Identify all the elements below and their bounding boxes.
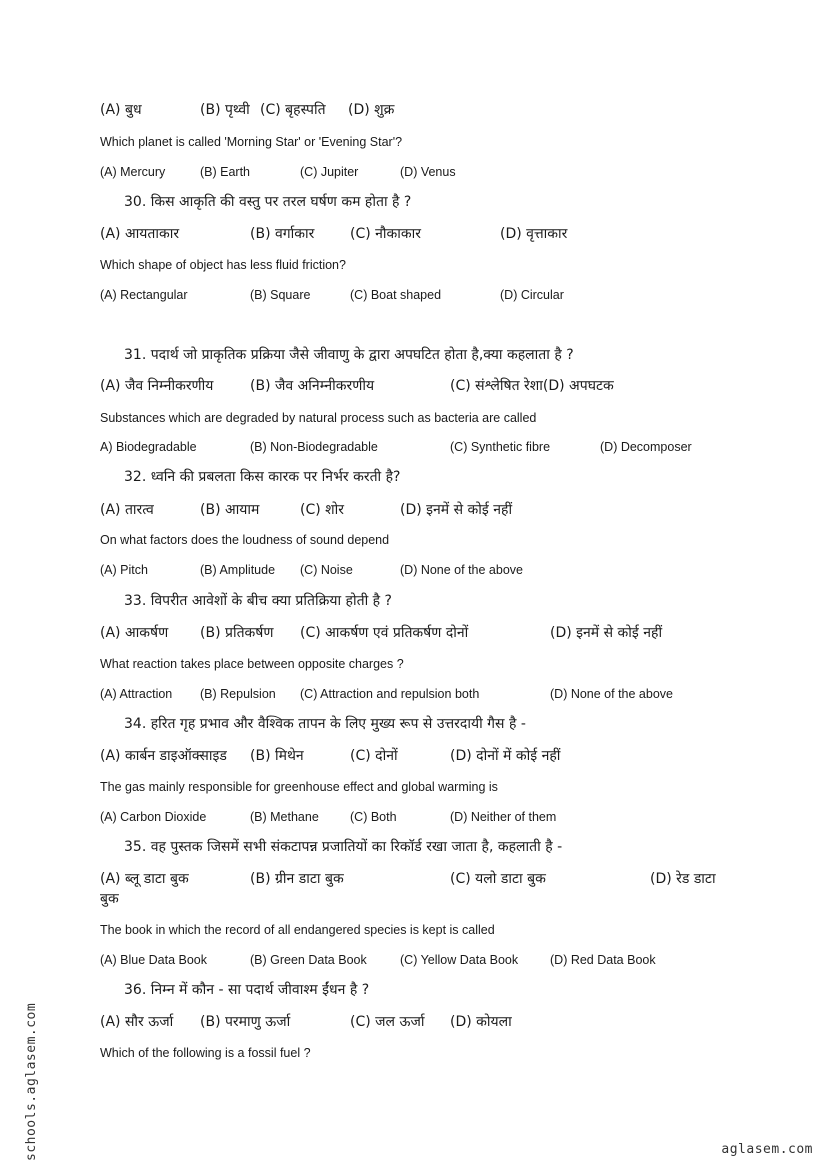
option-b: (B) वर्गाकार bbox=[250, 226, 315, 242]
option-c: (C) Attraction and repulsion both bbox=[300, 687, 480, 701]
text-line: Which of the following is a fossil fuel ? bbox=[100, 1046, 311, 1060]
option-b: (B) आयाम bbox=[200, 502, 260, 518]
text-line: Which planet is called 'Morning Star' or 'Evening Star'? bbox=[100, 135, 403, 149]
option-a: (A) जैव निम्नीकरणीय bbox=[100, 378, 214, 394]
option-c: (C) Boat shaped bbox=[350, 288, 442, 302]
option-d: (D) Venus bbox=[400, 165, 456, 179]
option-d: (D) Circular bbox=[500, 288, 564, 302]
option-a: (A) Pitch bbox=[100, 563, 148, 577]
option-b: (B) Green Data Book bbox=[250, 953, 367, 967]
options-row bbox=[100, 102, 740, 120]
option-a: (A) Attraction bbox=[100, 687, 173, 701]
text-line: Substances which are degraded by natural process such as bacteria are called bbox=[100, 411, 537, 425]
option-b: (B) जैव अनिम्नीकरणीय bbox=[250, 378, 375, 394]
option-c: (C) जल ऊर्जा bbox=[350, 1014, 425, 1030]
option-a: (A) आयताकार bbox=[100, 226, 180, 242]
option-c: (C) Synthetic fibre bbox=[450, 440, 551, 454]
options-row bbox=[100, 287, 740, 305]
options-row bbox=[100, 625, 740, 643]
question-text: 31. पदार्थ जो प्राकृतिक प्रक्रिया जैसे जीवाणु के द्वारा अपघटित होता है,क्या कहलाता है ? bbox=[124, 347, 574, 363]
option-d: (D) Red Data Book bbox=[550, 953, 656, 967]
option-b: (B) मिथेन bbox=[250, 748, 304, 764]
footer-watermark: aglasem.com bbox=[721, 1142, 813, 1157]
option-c: (C) शोर bbox=[300, 502, 345, 518]
options-row bbox=[100, 378, 740, 396]
option-b: (B) Repulsion bbox=[200, 687, 276, 701]
option-b: (B) Earth bbox=[200, 165, 251, 179]
question-text: 32. ध्वनि की प्रबलता किस कारक पर निर्भर करती है? bbox=[124, 469, 401, 485]
option-c: (C) संश्लेषित रेशा(D) अपघटक bbox=[450, 378, 614, 394]
options-row bbox=[100, 226, 740, 244]
text-line: The gas mainly responsible for greenhouse effect and global warming is bbox=[100, 780, 498, 794]
option-c: (C) दोनों bbox=[350, 748, 398, 764]
option-a: (A) ब्लू डाटा बुक bbox=[100, 871, 189, 887]
option-a: A) Biodegradable bbox=[100, 440, 197, 454]
option-d: (D) रेड डाटा bbox=[650, 871, 716, 887]
option-a: (A) Carbon Dioxide bbox=[100, 810, 207, 824]
option-d: (D) Neither of them bbox=[450, 810, 557, 824]
option-c: (C) आकर्षण एवं प्रतिकर्षण दोनों bbox=[300, 625, 469, 641]
options-row bbox=[100, 439, 740, 457]
option-d: (D) None of the above bbox=[400, 563, 523, 577]
option-d: (D) इनमें से कोई नहीं bbox=[550, 625, 663, 641]
option-b: (B) ग्रीन डाटा बुक bbox=[250, 871, 344, 887]
side-watermark bbox=[14, 966, 39, 1161]
option-d: (D) वृत्ताकार bbox=[500, 226, 568, 242]
option-b: (B) Square bbox=[250, 288, 311, 302]
option-a: (A) कार्बन डाइऑक्साइड bbox=[100, 748, 227, 764]
text-line: The book in which the record of all endangered species is kept is called bbox=[100, 923, 495, 937]
option-b: (B) Amplitude bbox=[200, 563, 276, 577]
option-d: (D) कोयला bbox=[450, 1014, 512, 1030]
question-text: 35. वह पुस्तक जिसमें सभी संकटापन्न प्रजातियों का रिकॉर्ड रखा जाता है, कहलाती है - bbox=[124, 839, 563, 855]
options-row bbox=[100, 748, 740, 766]
option-b: (B) प्रतिकर्षण bbox=[200, 625, 274, 641]
options-row bbox=[100, 1014, 740, 1032]
option-a: (A) बुध bbox=[100, 102, 142, 118]
option-c: (C) Noise bbox=[300, 563, 353, 577]
option-d: (D) Decomposer bbox=[600, 440, 692, 454]
question-text: 34. हरित गृह प्रभाव और वैश्विक तापन के लिए मुख्य रूप से उत्तरदायी गैस है - bbox=[124, 716, 526, 732]
option-d: (D) इनमें से कोई नहीं bbox=[400, 502, 513, 518]
option-c: (C) Both bbox=[350, 810, 397, 824]
options-row bbox=[100, 686, 740, 704]
option-c: (C) नौकाकार bbox=[350, 226, 422, 242]
option-c: (C) यलो डाटा बुक bbox=[450, 871, 546, 887]
option-c: (C) बृहस्पति bbox=[260, 102, 326, 118]
text-line: What reaction takes place between opposite charges ? bbox=[100, 657, 404, 671]
options-row bbox=[100, 164, 740, 182]
option-a: (A) Blue Data Book bbox=[100, 953, 207, 967]
option-b: (B) पृथ्वी bbox=[200, 102, 250, 118]
options-row bbox=[100, 871, 740, 889]
option-a: (A) तारत्व bbox=[100, 502, 154, 518]
option-c: (C) Jupiter bbox=[300, 165, 359, 179]
options-row bbox=[100, 562, 740, 580]
option-d: (D) दोनों में कोई नहीं bbox=[450, 748, 561, 764]
question-text: 30. किस आकृति की वस्तु पर तरल घर्षण कम होता है ? bbox=[124, 194, 412, 210]
question-text: 36. निम्न में कौन - सा पदार्थ जीवाश्म ईंधन है ? bbox=[124, 982, 370, 998]
option-a: (A) Rectangular bbox=[100, 288, 188, 302]
text-line: बुक bbox=[100, 891, 119, 907]
side-watermark-text: schools.aglasem.com bbox=[24, 1002, 39, 1161]
option-d: (D) None of the above bbox=[550, 687, 673, 701]
text-line: Which shape of object has less fluid friction? bbox=[100, 258, 346, 272]
option-a: (A) आकर्षण bbox=[100, 625, 169, 641]
option-a: (A) सौर ऊर्जा bbox=[100, 1014, 174, 1030]
option-a: (A) Mercury bbox=[100, 165, 166, 179]
text-line: On what factors does the loudness of sound depend bbox=[100, 533, 390, 547]
options-row bbox=[100, 809, 740, 827]
options-row bbox=[100, 502, 740, 520]
option-d: (D) शुक्र bbox=[348, 102, 395, 118]
option-c: (C) Yellow Data Book bbox=[400, 953, 519, 967]
options-row bbox=[100, 952, 740, 970]
option-b: (B) Methane bbox=[250, 810, 319, 824]
question-text: 33. विपरीत आवेशों के बीच क्या प्रतिक्रिया होती है ? bbox=[124, 593, 392, 609]
option-b: (B) Non-Biodegradable bbox=[250, 440, 378, 454]
option-b: (B) परमाणु ऊर्जा bbox=[200, 1014, 291, 1030]
